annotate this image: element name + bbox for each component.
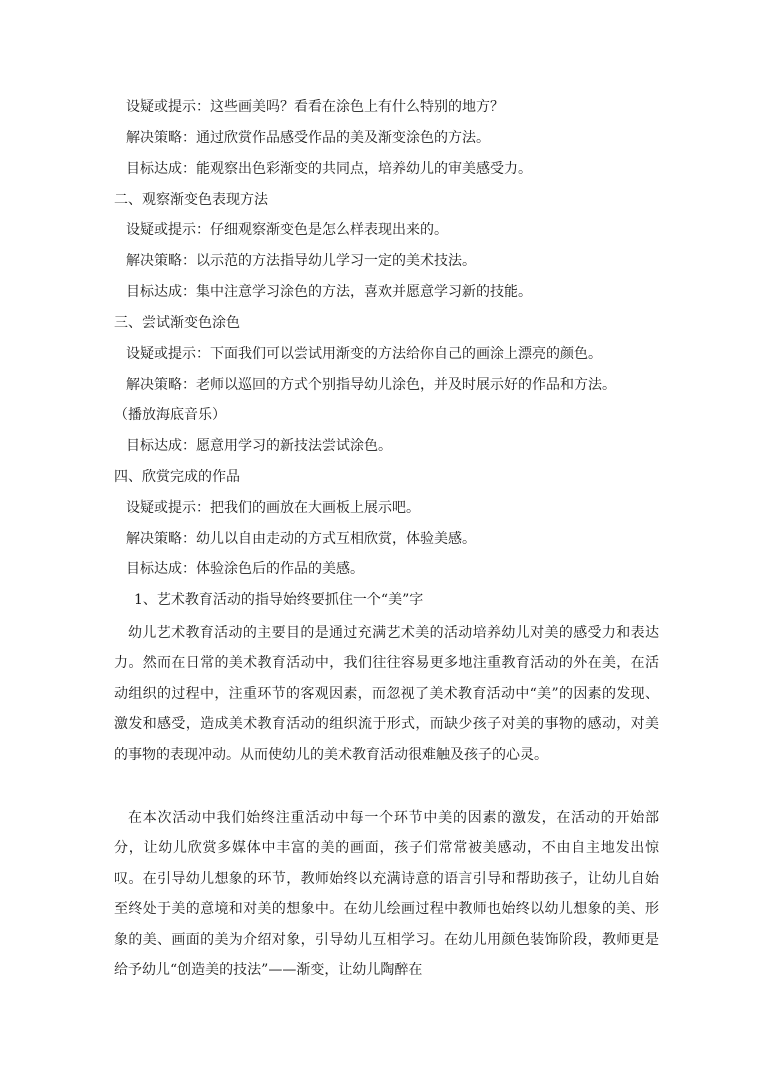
goal-line-3: 目标达成：愿意用学习的新技法尝试涂色。 <box>126 438 392 454</box>
prompt-line-3: 设疑或提示：下面我们可以尝试用渐变的方法给你自己的画涂上漂亮的颜色。 <box>126 346 602 362</box>
goal-line-2: 目标达成：集中注意学习涂色的方法，喜欢并愿意学习新的技能。 <box>126 284 532 300</box>
section-heading-4: 四、欣赏完成的作品 <box>114 469 240 485</box>
paragraph-1: 幼儿艺术教育活动的主要目的是通过充满艺术美的活动培养幼儿对美的感受力和表达力。然而在日常的美术教育活动中，我们往往容易更多地注重教育活动的外在美，在活动组织的过程中，注重环节的客观因素，而忽视了美术教育活动中“美”的因素的发现、激发和感受，造成美术教育活动的组织流于形式，而缺少孩子对美的事物的感动，对美的事物的表现冲动。从而使幼儿的美术教育活动很难触及孩子的心灵。 <box>114 625 659 763</box>
prompt-line-1: 设疑或提示：这些画美吗？看看在涂色上有什么特别的地方？ <box>126 99 504 115</box>
prompt-line-4: 设疑或提示：把我们的画放在大画板上展示吧。 <box>126 500 420 516</box>
strategy-line-3: 解决策略：老师以巡回的方式个别指导幼儿涂色，并及时展示好的作品和方法。 <box>126 377 616 393</box>
goal-line-1: 目标达成：能观察出色彩渐变的共同点，培养幼儿的审美感受力。 <box>126 161 532 177</box>
reflection-heading-1: 1、艺术教育活动的指导始终要抓住一个“美”字 <box>134 592 424 608</box>
paragraph-2: 在本次活动中我们始终注重活动中每一个环节中美的因素的激发，在活动的开始部分，让幼儿欣赏多媒体中丰富的美的画面，孩子们常常被美感动，不由自主地发出惊叹。在引导幼儿想象的环节，教师始终以充满诗意的语言引导和帮助孩子，让幼儿自始至终处于美的意境和对美的想象中。在幼儿绘画过程中教师也始终以幼儿想象的美、形象的美、画面的美为介绍对象，引导幼儿互相学习。在幼儿用颜色装饰阶段，教师更是给予幼儿“创造美的技法”——渐变，让幼儿陶醉在 <box>114 810 659 979</box>
section-heading-3: 三、尝试渐变色涂色 <box>114 315 240 331</box>
strategy-line-2: 解决策略：以示范的方法指导幼儿学习一定的美术技法。 <box>126 253 476 269</box>
strategy-line-1: 解决策略：通过欣赏作品感受作品的美及渐变涂色的方法。 <box>126 130 490 146</box>
goal-line-4: 目标达成：体验涂色后的作品的美感。 <box>126 561 364 577</box>
music-note: （播放海底音乐） <box>114 407 226 423</box>
prompt-line-2: 设疑或提示：仔细观察渐变色是怎么样表现出来的。 <box>126 222 448 238</box>
section-heading-2: 二、观察渐变色表现方法 <box>114 192 268 208</box>
strategy-line-4: 解决策略：幼儿以自由走动的方式互相欣赏，体验美感。 <box>126 531 476 547</box>
